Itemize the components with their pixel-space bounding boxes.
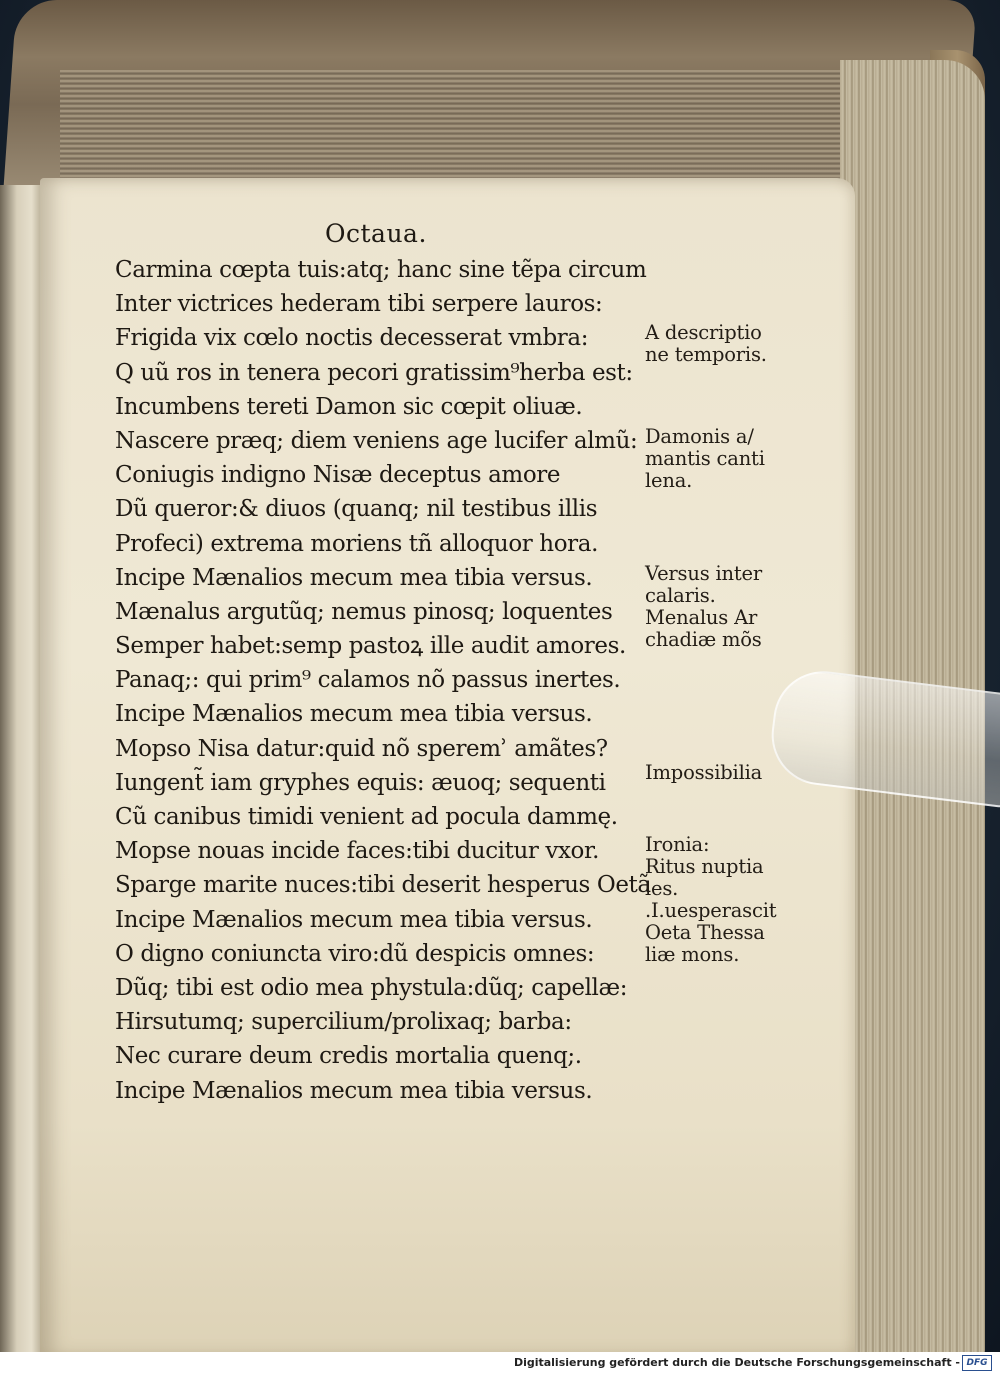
verse-line: Frigida vix cœlo noctis decesserat vmbra: [115, 325, 589, 352]
verse-line: Semper habet:semp pastoꝝ ille audit amores. [115, 633, 626, 660]
verse-line: Q uũ ros in tenera pecori gratissim⁹herba est: [115, 359, 633, 386]
verse-line: Carmina cœpta tuis:atq; hanc sine tẽpa circum [115, 257, 647, 283]
verse-line: Panaq;: qui prim⁹ calamos nõ passus inertes. [115, 667, 621, 694]
verse-line: Dũ queror:& diuos (quanq; nil testibus illis [115, 496, 598, 523]
footer-credit: Digitalisierung gefördert durch die Deutsche Forschungsgemeinschaft - [513, 1356, 960, 1369]
verse-line: Cũ canibus timidi venient ad pocula dammę. [115, 804, 618, 830]
verse-line: Nascere præq; diem veniens age lucifer almũ: [115, 427, 638, 454]
page-header: Octaua. [325, 219, 427, 248]
margin-gloss: Ironia: Ritus nuptia les. .I.uesperascit Oeta Thessa liæ mons. [645, 833, 777, 966]
verse-line: Incipe Mænalios mecum mea tibia versus. [115, 1077, 593, 1104]
left-page-edge [0, 185, 42, 1352]
verse-line: Nec curare deum credis mortalia quenq;. [115, 1043, 582, 1070]
verse-line: Mopso Nisa datur:quid nõ speremʾ amãtes? [115, 735, 608, 762]
verse-line: Sparge marite nuces:tibi deserit hesperus Oetã [115, 872, 651, 899]
verse-line: Incumbens tereti Damon sic cœpit oliuæ. [115, 393, 583, 420]
verse-block [115, 253, 651, 1108]
verse-line: Incipe Mænalios mecum mea tibia versus. [115, 564, 593, 591]
verse-line: Mopse nouas incide faces:tibi ducitur vxor. [115, 838, 599, 865]
verse-line: Incipe Mænalios mecum mea tibia versus. [115, 906, 593, 933]
verse-line: Dũq; tibi est odio mea phystula:dũq; capellæ: [115, 974, 628, 1001]
verse-line: O digno coniuncta viro:dũ despicis omnes: [115, 940, 595, 967]
verse-line: Profeci) extrema moriens tñ alloquor hora. [115, 530, 598, 557]
margin-gloss: Damonis a/ mantis canti lena. [645, 425, 765, 492]
verse-line: Hirsutumq; supercilium/prolixaq; barba: [115, 1009, 572, 1036]
verse-line: Coniugis indigno Nisæ deceptus amore [115, 462, 561, 489]
verse-line: Incipe Mænalios mecum mea tibia versus. [115, 701, 593, 728]
margin-gloss: Impossibilia [645, 761, 763, 784]
verse-line: Inter victrices hederam tibi serpere lauros: [115, 291, 603, 318]
page-edges-top [60, 70, 940, 180]
verse-line: Iungent̃ iam gryphes equis: æuoq; sequenti [115, 769, 606, 796]
dfg-logo: DFG [962, 1355, 992, 1371]
margin-gloss: Versus inter calaris. Menalus Ar chadiæ mõs [645, 562, 763, 651]
verse-line: Mænalus argutũq; nemus pinosq; loquentes [115, 598, 613, 625]
margin-gloss: A descriptio ne temporis. [645, 321, 767, 366]
